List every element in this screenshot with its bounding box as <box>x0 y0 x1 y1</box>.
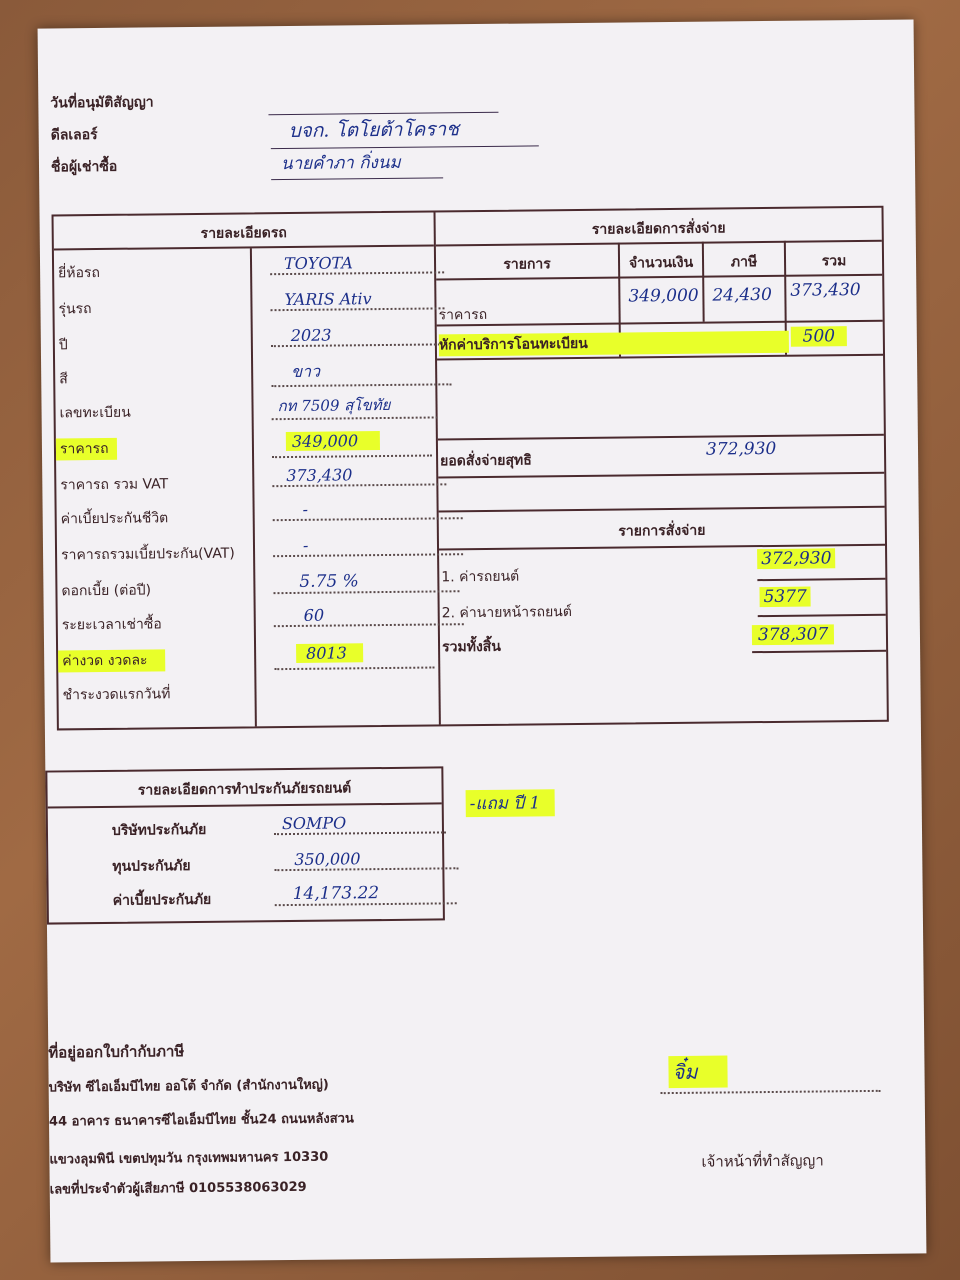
sum-label: รวมทั้งสิ้น <box>441 638 501 656</box>
customer-label: ชื่อผู้เช่าซื้อ <box>50 158 118 176</box>
car-brand-value: TOYOTA <box>270 252 444 275</box>
signature-line <box>661 1088 881 1094</box>
car-brand-label: ยี่ห้อรถ <box>58 264 101 282</box>
payment-title: รายละเอียดการสั่งจ่าย <box>591 220 726 238</box>
pay-car-price-label: ราคารถ <box>438 306 488 324</box>
item1-value: 372,930 <box>757 548 836 569</box>
insurance-note: -แถม ปี 1 <box>466 789 555 817</box>
installment-value: 8013 <box>296 643 363 663</box>
item2-value: 5377 <box>759 587 810 608</box>
car-year-label: ปี <box>58 337 68 354</box>
car-price-value: 349,000 <box>286 431 380 451</box>
net-bottom-line <box>438 472 884 479</box>
fee-label: หักค่าบริการโอนทะเบียน <box>439 331 789 357</box>
car-price-vat-value: 373,430 <box>272 464 446 487</box>
main-table <box>52 206 889 731</box>
car-color-label: สี <box>59 371 68 388</box>
interest-value: 5.75 % <box>273 570 459 594</box>
tax-address-title: ที่อยู่ออกใบกำกับภาษี <box>48 1042 185 1062</box>
tax-address-line1: บริษัท ซีไอเอ็มบีไทย ออโต้ จำกัด (สำนักงานใหญ่) <box>48 1077 329 1096</box>
pay-car-price-total: 373,430 <box>790 280 861 301</box>
interest-label: ดอกเบี้ย (ต่อปี) <box>61 582 152 600</box>
car-color-value: ขาว <box>271 358 451 387</box>
pay-list-title: รายการสั่งจ่าย <box>618 522 706 540</box>
ins-company-value: SOMPO <box>274 812 446 835</box>
ins-sum-value: 350,000 <box>274 848 458 871</box>
tax-id-line: เลขที่ประจำตัวผู้เสียภาษี 0105538063029 <box>49 1179 307 1198</box>
term-label: ระยะเวลาเช่าซื้อ <box>61 616 162 634</box>
life-premium-label: ค่าเบี้ยประกันชีวิต <box>60 510 169 528</box>
officer-signature: จิ๋ม <box>668 1055 727 1088</box>
sum-value: 378,307 <box>752 624 835 645</box>
car-price-line <box>272 429 432 459</box>
sum-line <box>752 650 886 653</box>
car-model-value: YARIS Ativ <box>270 288 444 311</box>
term-value: 60 <box>274 604 464 627</box>
net-top-line <box>438 434 884 441</box>
ins-premium-value: 14,173.22 <box>275 882 457 906</box>
label-divider <box>250 248 257 726</box>
dealer-value: บจก. โตโยต้าโคราช <box>270 113 538 149</box>
item2-label: 2. ค่านายหน้ารถยนต์ <box>441 604 572 622</box>
car-model-label: รุ่นรถ <box>58 301 92 318</box>
price-with-premium-label: ราคารถรวมเบี้ยประกัน(VAT) <box>60 545 235 564</box>
car-price-label: ราคารถ <box>56 438 117 461</box>
customer-value: นายคำภา กิ่งนม <box>271 148 443 180</box>
tax-address-line3: แขวงลุมพินี เขตปทุมวัน กรุงเทพมหานคร 10330 <box>49 1149 329 1168</box>
col-item-header: รายการ <box>503 256 551 273</box>
list-top-line <box>439 506 885 513</box>
dealer-label: ดีลเลอร์ <box>50 126 98 144</box>
col-amount-header: จำนวนเงิน <box>628 254 694 272</box>
car-price-vat-label: ราคารถ รวม VAT <box>60 476 169 494</box>
item2-line <box>758 614 886 617</box>
pay-car-price-tax: 24,430 <box>712 284 772 306</box>
col-tax-header: ภาษี <box>730 254 758 271</box>
ins-premium-label: ค่าเบี้ยประกันภัย <box>112 891 212 909</box>
contract-sheet <box>38 19 927 1262</box>
car-plate-label: เลขทะเบียน <box>59 404 131 422</box>
car-plate-value: กท 7509 สุโขทัย <box>271 392 437 420</box>
first-payment-label: ชำระงวดแรกวันที่ <box>62 686 171 704</box>
price-row-line <box>437 320 883 327</box>
price-with-premium-value: - <box>273 534 463 557</box>
net-label: ยอดสั่งจ่ายสุทธิ <box>440 452 532 470</box>
ins-company-label: บริษัทประกันภัย <box>111 821 207 839</box>
installment-line <box>274 641 434 671</box>
item1-label: 1. ค่ารถยนต์ <box>441 568 520 586</box>
pay-car-price-amount: 349,000 <box>628 285 699 307</box>
life-premium-value: - <box>273 498 463 521</box>
installment-label: ค่างวด งวดละ <box>58 649 166 672</box>
insurance-table <box>45 766 445 924</box>
officer-label: เจ้าหน้าที่ทำสัญญา <box>701 1151 824 1171</box>
car-details-title: รายละเอียดรถ <box>200 225 287 242</box>
net-value: 372,930 <box>705 438 777 460</box>
fee-total: 500 <box>791 326 847 347</box>
car-year-value: 2023 <box>271 324 451 347</box>
col-total-header: รวม <box>821 253 847 270</box>
item1-line <box>757 578 885 581</box>
insurance-title: รายละเอียดการทำประกันภัยรถยนต์ <box>137 780 352 799</box>
insurance-header-line <box>48 802 442 808</box>
tax-address-line2: 44 อาคาร ธนาคารซีไอเอ็มบีไทย ชั้น24 ถนนหลังสวน <box>48 1111 354 1130</box>
ins-sum-label: ทุนประกันภัย <box>112 858 191 875</box>
contract-date-label: วันที่อนุมัติสัญญา <box>50 94 154 112</box>
